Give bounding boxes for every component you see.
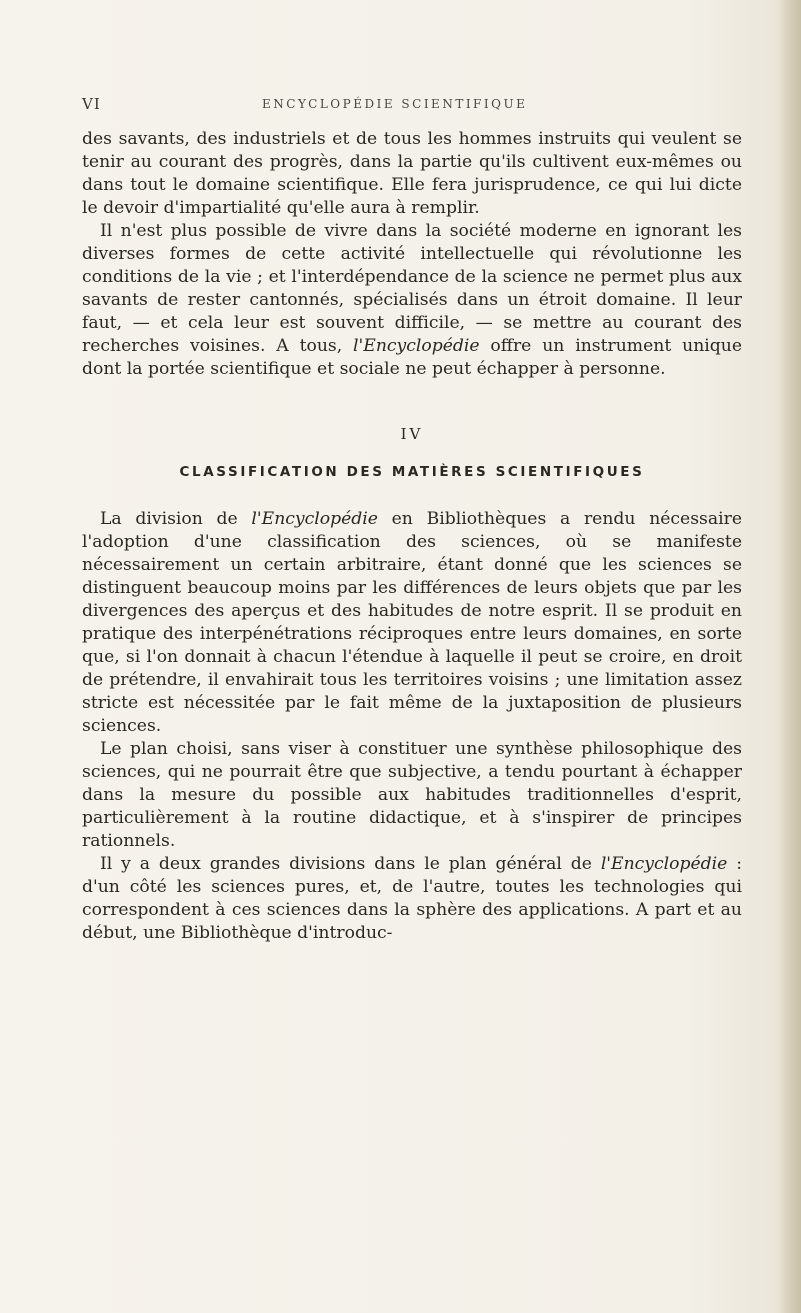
body-text [82,128,742,945]
paragraph: Le plan choisi, sans viser à constituer une synthèse philosophique des sciences, qui ne pourrait être que subjective, a tendu pourtant à échapper dans la mesure du possible aux habitudes traditionnelles d'esprit, particulièrement à la routine didactique, et à s'inspirer de principes rationnels. [82,739,742,851]
paragraph-text: : d'un côté les sciences pures, et, de l'autre, toutes les technologies qui correspondent à ces sciences dans la sphère des applications. A part et au début, une Bibliothèque d'introduc- [82,854,742,943]
paragraph-text: offre un instrument unique dont la portée scientifique et sociale ne peut échapper à personne. [82,336,742,379]
paragraph-text: en Bibliothèques a rendu nécessaire l'adoption d'une classification des sciences, où se manifeste nécessairement un certain arbitraire, étant donné que les sciences se distinguent beaucoup moins par les différences de leurs objets que par les divergences des aperçus et des habitudes de notre esprit. Il se produit en pratique des interpénétrations réciproques entre leurs domaines, en sorte que, si l'on donnait à chacun l'étendue à laquelle il peut se croire, en droit de prétendre, il envahirait tous les territoires voisins ; une limitation assez stricte est nécessitée par le fait même de la juxtaposition de plusieurs sciences. [82,509,742,736]
paragraph [82,220,742,381]
emphasis-title: l'Encyclopédie [600,854,728,874]
running-head: ENCYCLOPÉDIE SCIENTIFIQUE [262,97,528,111]
paragraph-text: Il y a deux grandes divisions dans le plan général de [100,854,601,874]
emphasis-title: l'Encyclopédie [251,509,378,529]
section-number: IV [400,425,424,443]
page-number: VI [82,95,101,113]
emphasis-title: l'Encyclopédie [353,336,480,356]
paragraph [82,853,742,945]
paragraph: des savants, des industriels et de tous les hommes instruits qui veulent se tenir au courant des progrès, dans la partie qu'ils cultivent eux-mêmes ou dans tout le domaine scientifique. Elle fera jurisprudence, ce qui lui dicte le devoir d'impartialité qu'elle aura à remplir. [82,129,742,218]
paragraph-text: La division de [100,509,252,529]
page-edge-shadow [779,0,801,1313]
section-title: CLASSIFICATION DES MATIÈRES SCIENTIFIQUES [179,464,645,480]
page-header [82,95,742,123]
paragraph-text: Il n'est plus possible de vivre dans la société moderne en ignorant les diverses formes de cette activité intellectuelle qui révolutionne les conditions de la vie ; et l'interdépendance de la science ne permet plus aux savants de rester cantonnés, spécialisés dans un étroit domaine. Il leur faut, — et cela leur est souvent difficile, — se mettre au courant des recherches voisines. A tous, [82,221,742,356]
paragraph [82,508,742,738]
